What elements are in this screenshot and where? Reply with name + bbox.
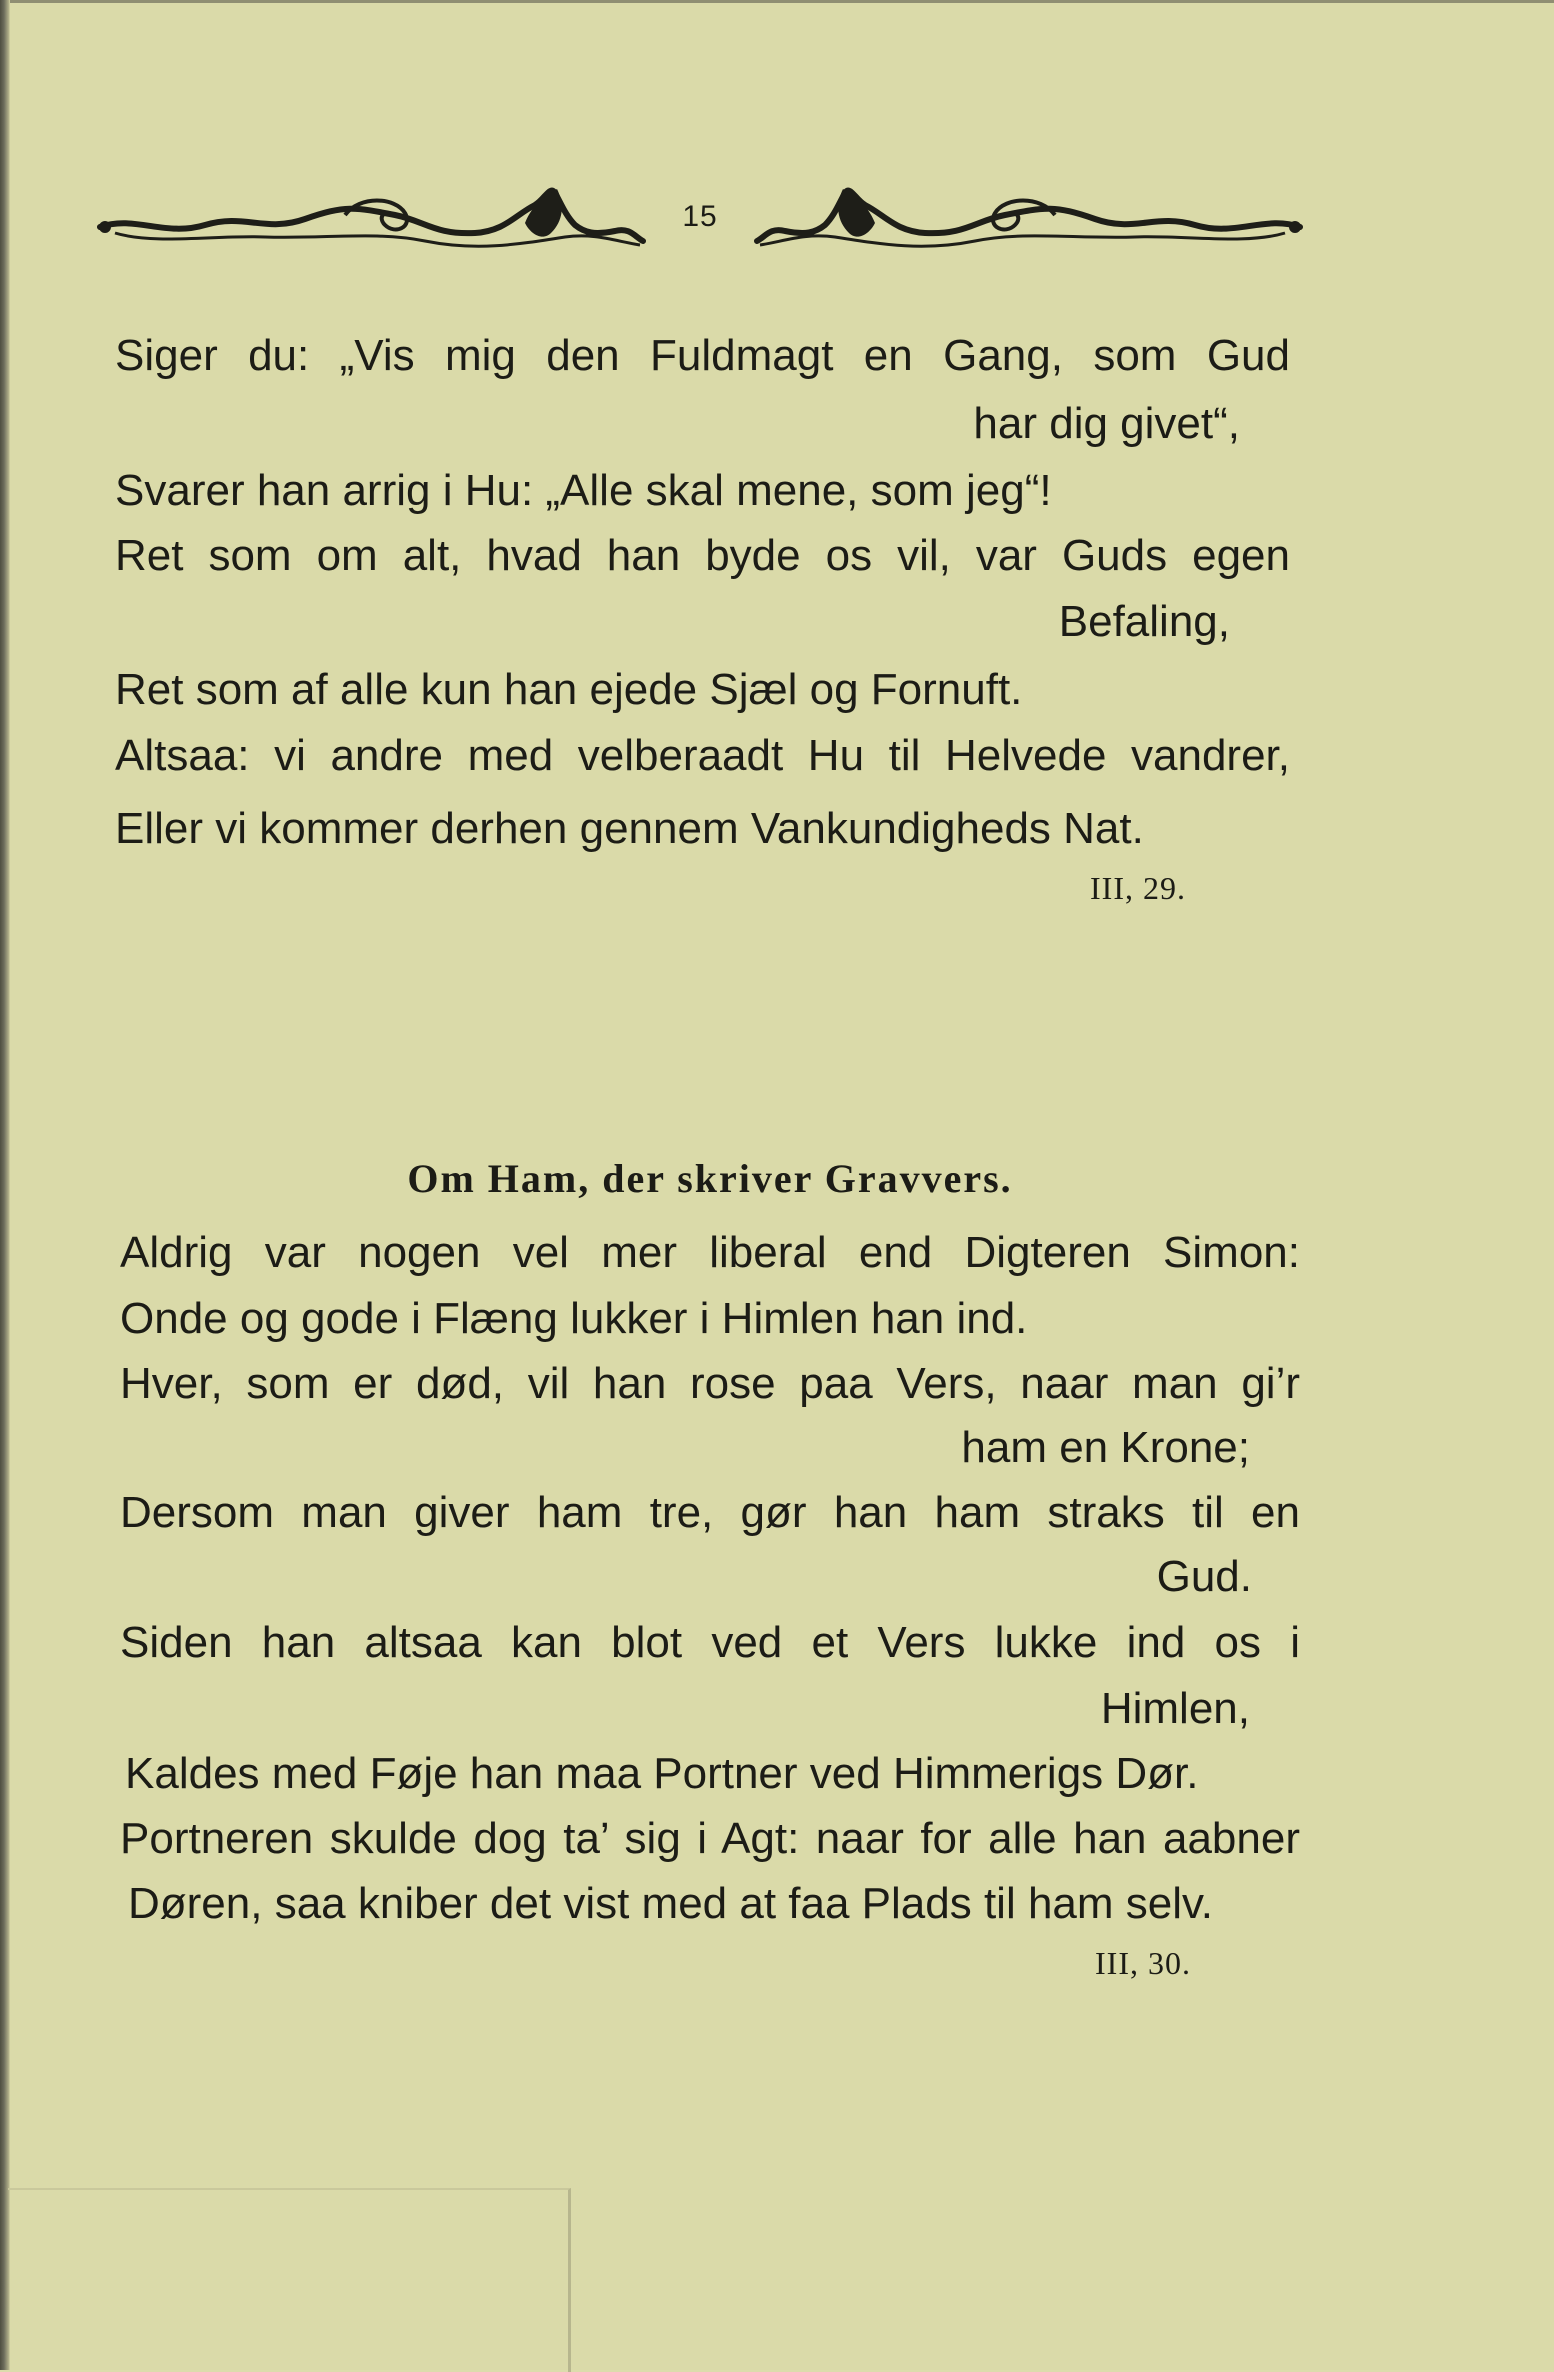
- poem1-line-6: Ret som af alle kun han ejede Sjæl og Fornuft.: [115, 665, 1023, 714]
- page-binding-edge: [0, 0, 10, 2370]
- poem1-line-8: Eller vi kommer derhen gennem Vankundigheds Nat.: [115, 804, 1144, 853]
- poem2-line-8: Himlen,: [1100, 1684, 1250, 1733]
- poem2-line-4: ham en Krone;: [961, 1423, 1250, 1472]
- poem2-line-9: Kaldes med Føje han maa Portner ved Himmerigs Dør.: [125, 1749, 1199, 1798]
- poem2-reference: III, 30.: [1095, 1945, 1191, 1981]
- poem1-line-7: Altsaa: vi andre med velberaadt Hu til Helvede vandrer,: [115, 731, 1290, 780]
- poem2-line-7: Siden han altsaa kan blot ved et Vers lukke ind os i: [120, 1618, 1300, 1667]
- page-number: 15: [682, 200, 718, 233]
- poem2-line-3: Hver, som er død, vil han rose paa Vers, naar man gi’r: [120, 1359, 1300, 1408]
- poem2-line-2: Onde og gode i Flæng lukker i Himlen han ind.: [120, 1294, 1028, 1343]
- poem1-line-2: har dig givet“,: [973, 399, 1240, 448]
- left-flourish-icon: [95, 175, 655, 265]
- poem2-line-6: Gud.: [1156, 1552, 1252, 1601]
- right-flourish-icon: [745, 175, 1305, 265]
- poem1-line-3: Svarer han arrig i Hu: „Alle skal mene, som jeg“!: [115, 466, 1052, 515]
- poem2-line-11: Døren, saa kniber det vist med at faa Plads til ham selv.: [128, 1879, 1213, 1928]
- poem1-line-5: Befaling,: [1058, 597, 1230, 646]
- poem2-line-1: Aldrig var nogen vel mer liberal end Digteren Simon:: [120, 1228, 1300, 1277]
- page-top-edge: [0, 0, 1554, 3]
- poem1-reference: III, 29.: [1090, 870, 1186, 906]
- poem2-line-10: Portneren skulde dog ta’ sig i Agt: naar for alle han aabner: [120, 1814, 1300, 1863]
- poem2-title: Om Ham, der skriver Gravvers.: [407, 1156, 1013, 1201]
- poem2-line-5: Dersom man giver ham tre, gør han ham straks til en: [120, 1488, 1300, 1537]
- poem1-line-1: Siger du: „Vis mig den Fuldmagt en Gang, som Gud: [115, 331, 1290, 380]
- poem1-line-4: Ret som om alt, hvad han byde os vil, var Guds egen: [115, 531, 1290, 580]
- scan-corner-artifact: [8, 2188, 571, 2372]
